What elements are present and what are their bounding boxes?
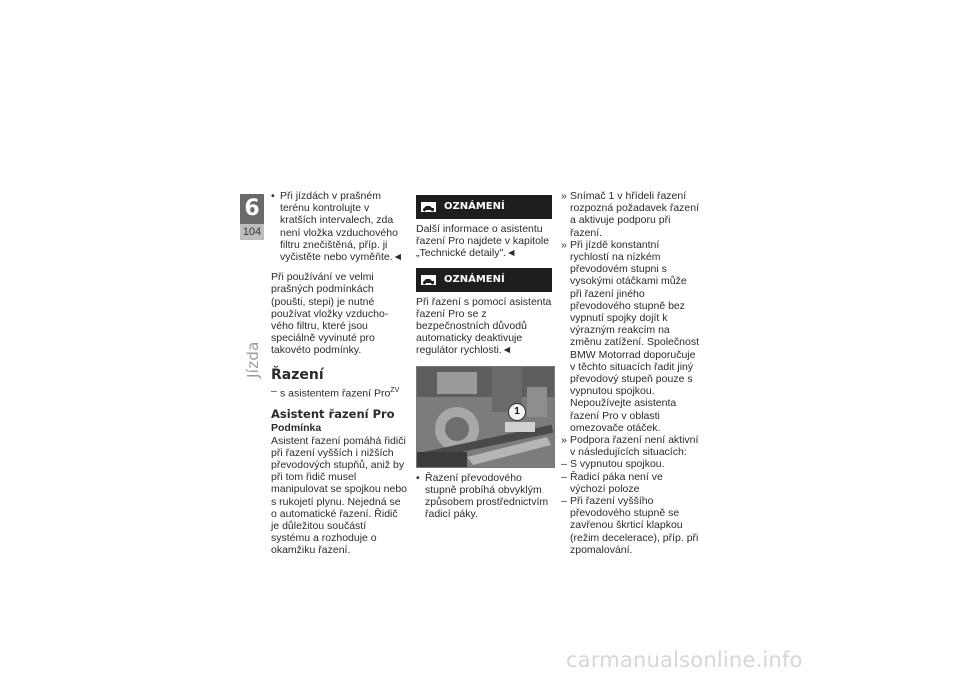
item-mark: »: [561, 434, 567, 447]
equipment-note-text: s asistentem řazení Pro: [280, 387, 391, 400]
item-mark: »: [561, 238, 567, 251]
list-item: [561, 458, 701, 470]
motorcycle-notice-icon: [421, 202, 436, 212]
watermark-text: carmanualsonline.info: [566, 648, 803, 672]
bullet-dot: •: [271, 190, 275, 202]
equipment-note: [271, 385, 407, 400]
photo-illustration: [417, 367, 554, 467]
notice-text: Při řazení s pomocí asistenta řazení Pro se z bezpečnostních důvodů automaticky deaktivuje regulátor rychlosti.◄: [416, 295, 552, 357]
paragraph: Při používání ve velmi prašných podmínkách (poušti, stepi) je nutné používat vložky vzduchového filtru, které jsou speciálně vyvinuté pro takovéto podmínky.: [271, 271, 389, 357]
bullet-item: [416, 472, 552, 521]
dash-mark: –: [271, 384, 277, 397]
column-1: [271, 190, 407, 557]
bullet-item: [271, 190, 407, 263]
item-mark: –: [561, 495, 567, 508]
item-text: Podpora řazení není aktivní v následujících situacích:: [570, 434, 699, 459]
page-number: 104: [242, 226, 262, 238]
subsection-heading: Asistent řazení Pro: [271, 407, 395, 422]
chapter-tab: [240, 194, 264, 240]
result-item: [561, 434, 701, 458]
bullet-text: Při jízdách v prašném terénu kontrolujte v kratších intervalech, zda není vložka vzduchového filtru znečištěná, příp. ji vyčistěte nebo vyměňte.◄: [280, 190, 404, 264]
item-text: Při jízdě konstantní rychlostí na nízkém převodovém stupni s vysokými otáčkami může při řazení jiného převodového stupně bez vypnutí spojky dojít k výrazným reakcím na změnu zatížení. Společnost BMW Motorrad doporučuje v těchto situacích řadit jiný převodový stupeň pouze s vypnutou spojkou. Nepoužívejte asistenta řazení Pro v oblasti omezovače otáček.: [570, 238, 699, 434]
item-mark: –: [561, 470, 567, 483]
item-mark: –: [561, 458, 567, 471]
notice-text: Další informace o asistentu řazení Pro najdete v kapitole „Technické detaily".◄: [416, 223, 550, 260]
result-item: [561, 190, 701, 239]
chapter-side-title: [236, 320, 266, 390]
column-3: [561, 190, 701, 556]
item-mark: »: [561, 190, 567, 202]
section-heading: Řazení: [271, 366, 324, 383]
paragraph: Asistent řazení pomáhá řidiči při řazení vyšších i nižších převodových stupňů, aniž by při tom řidič musel manipulovat se spojkou nebo s rukojetí plynu. Nejedná se o automatické řazení. Řidič je důležitou součástí systému a rozhoduje o okamžiku řazení.: [271, 434, 408, 557]
bullet-dot: •: [416, 471, 420, 484]
notice-header: [416, 195, 552, 219]
chapter-title: Jízda: [244, 341, 262, 378]
item-text: Při řazení vyššího převodového stupně se zavřenou škrticí klapkou (režim decelerace), příp. při zpomalování.: [570, 495, 699, 556]
chapter-number: 6: [240, 194, 264, 224]
bullet-text: Řazení převodového stupně probíhá obvyklým způsobem prostřednictvím řadicí páky.: [425, 471, 549, 521]
notice-title: OZNÁMENÍ: [444, 273, 505, 285]
condition-label: Podmínka: [271, 422, 322, 435]
result-item: [561, 239, 701, 434]
item-text: Snímač 1 v hřídeli řazení rozpozná požadavek řazení a aktivuje podporu při řazení.: [570, 190, 699, 239]
item-text: Řadicí páka není ve výchozí poloze: [570, 470, 663, 495]
motorcycle-notice-icon: [421, 275, 436, 285]
notice-title: OZNÁMENÍ: [444, 200, 505, 212]
watermark: [566, 648, 946, 674]
gear-shift-sensor-photo: [416, 366, 555, 468]
optional-equipment-mark: ZV: [390, 386, 400, 394]
notice-header: [416, 268, 552, 292]
column-2: [416, 195, 552, 520]
list-item: [561, 495, 701, 556]
list-item: [561, 471, 701, 495]
item-text: S vypnutou spojkou.: [570, 458, 665, 471]
sensor-callout: 1: [508, 403, 526, 421]
